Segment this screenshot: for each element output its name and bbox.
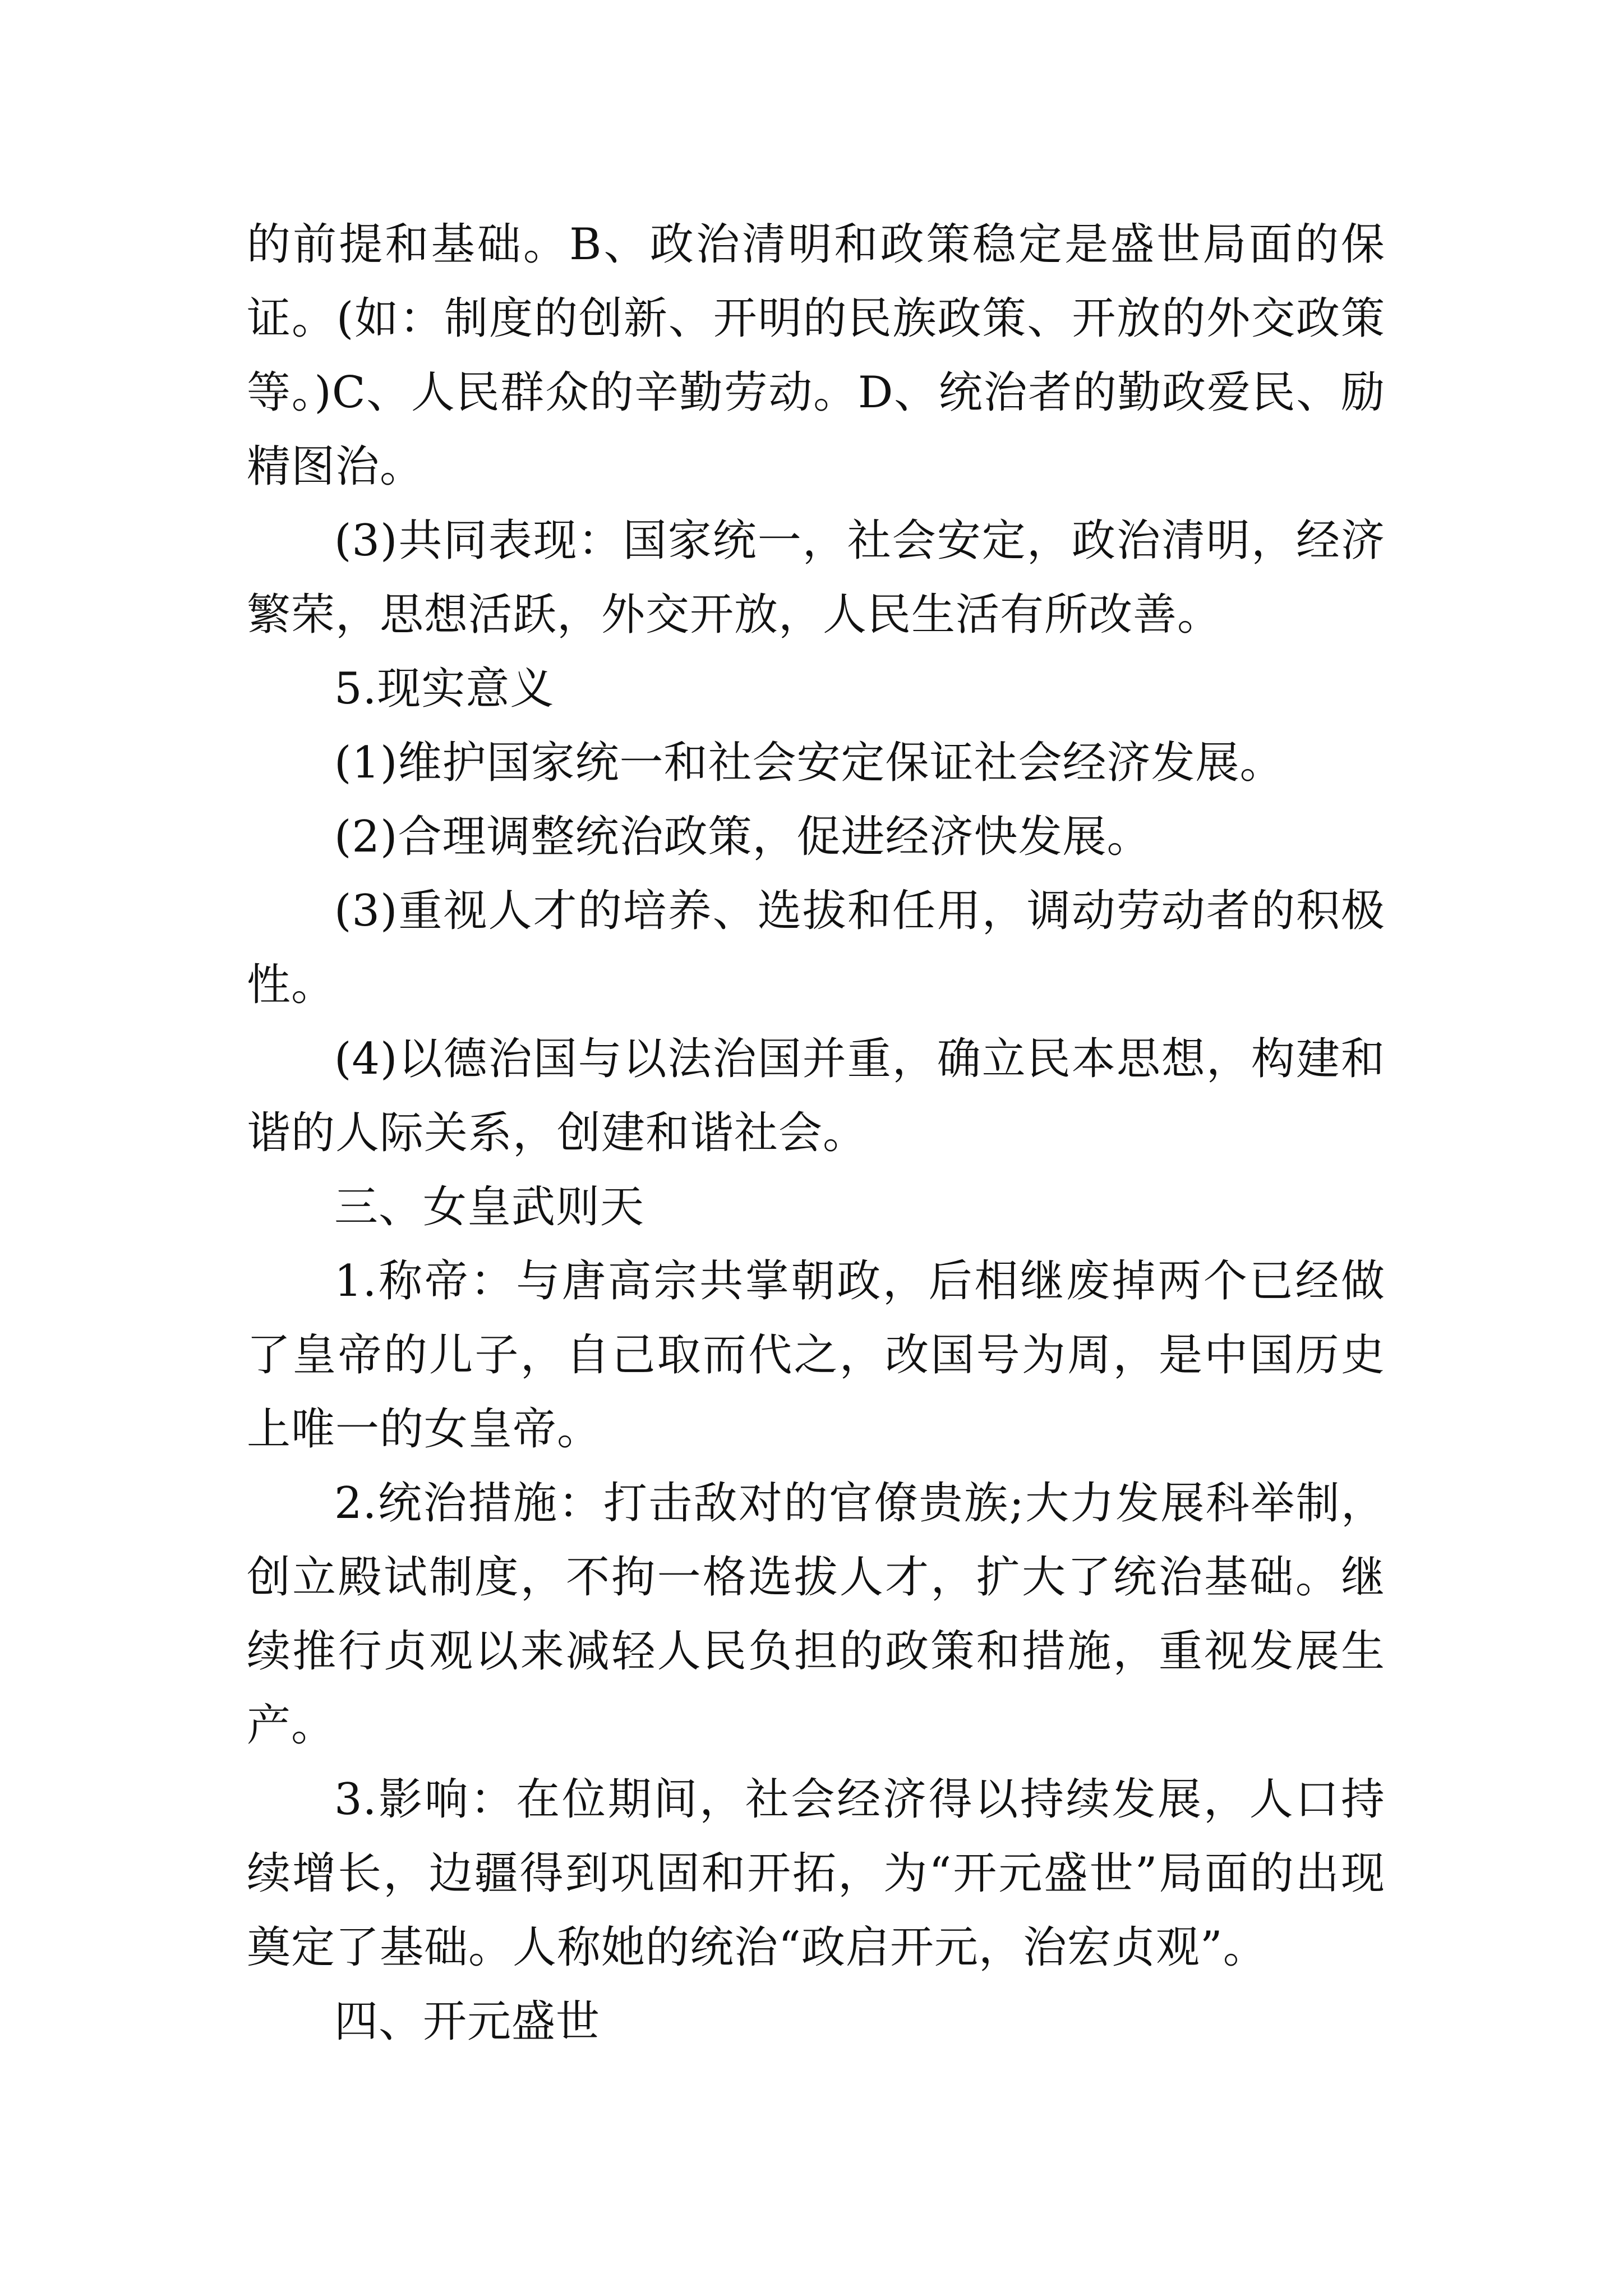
document-page (247, 208, 1385, 2059)
paragraph-becoming-emperor: 1.称帝：与唐高宗共掌朝政，后相继废掉两个已经做了皇帝的儿子，自己取而代之，改国号为周，是中国历史上唯一的女皇帝。 (247, 1256, 1385, 1455)
paragraph-ruling-measures: 2.统治措施：打击敌对的官僚贵族;大力发展科举制，创立殿试制度，不拘一格选拔人才，扩大了统治基础。继续推行贞观以来减轻人民负担的政策和措施，重视发展生产。 (247, 1478, 1385, 1751)
list-item-significance-2: (2)合理调整统治政策，促进经济快发展。 (334, 812, 1151, 862)
paragraph-influence: 3.影响：在位期间，社会经济得以持续发展，人口持续增长，边疆得到巩固和开拓，为“开元盛世”局面的出现奠定了基础。人称她的统治“政启开元，治宏贞观”。 (247, 1774, 1385, 1973)
list-item-significance-4: (4)以德治国与以法治国并重，确立民本思想，构建和谐的人际关系，创建和谐社会。 (247, 1034, 1385, 1158)
list-item-significance-1: (1)维护国家统一和社会安定保证社会经济发展。 (334, 738, 1284, 788)
section-heading-wu-zetian: 三、女皇武则天 (334, 1182, 645, 1232)
heading-practical-significance: 5.现实意义 (334, 664, 555, 714)
paragraph-prerequisites: 的前提和基础。B、政治清明和政策稳定是盛世局面的保证。(如：制度的创新、开明的民族政策、开放的外交政策等。)C、人民群众的辛勤劳动。D、统治者的勤政爱民、励精图治。 (247, 219, 1385, 492)
section-heading-kaiyuan: 四、开元盛世 (334, 1996, 601, 2047)
paragraph-common-features: (3)共同表现：国家统一，社会安定，政治清明，经济繁荣，思想活跃，外交开放，人民生活有所改善。 (247, 516, 1385, 640)
list-item-significance-3: (3)重视人才的培养、选拔和任用，调动劳动者的积极性。 (247, 886, 1385, 1010)
